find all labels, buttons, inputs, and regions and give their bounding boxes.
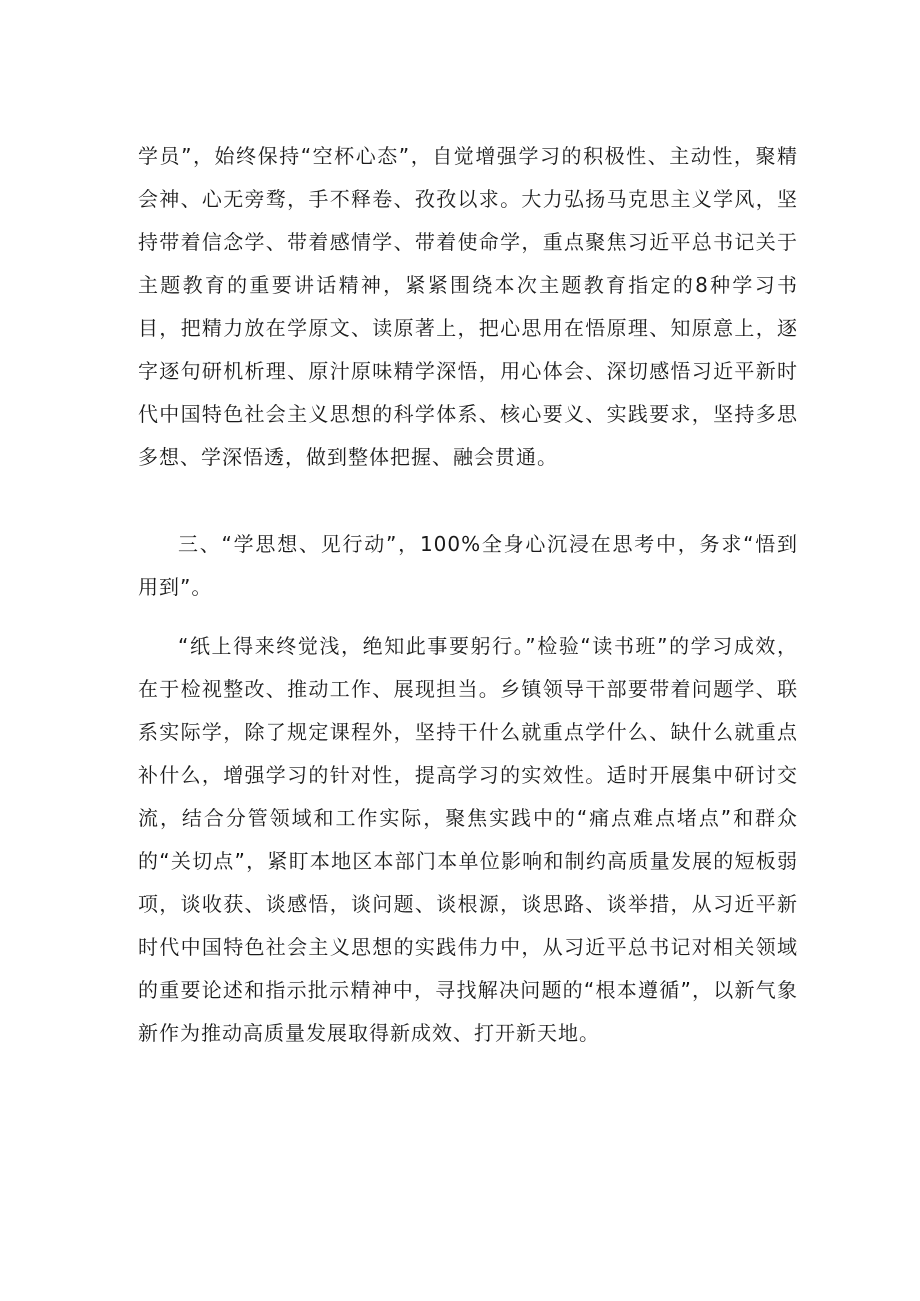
heading-3-text: 三、“学思想、见行动”，100%全身心沉浸在思考中，务求“悟到用到”。 [138, 532, 798, 599]
document-paragraph-continuation [138, 135, 798, 479]
section-heading [138, 523, 798, 609]
document-paragraph [138, 625, 798, 1055]
paragraph-1-text: 学员”，始终保持“空杯心态”，自觉增强学习的积极性、主动性，聚精会神、心无旁骛，手不释卷、孜孜以求。大力弘扬马克思主义学风，坚持带着信念学、带着感情学、带着使命学，重点聚焦习近平总书记关于主题教育的重要讲话精神，紧紧围绕本次主题教育指定的8种学习书目，把精力放在学原文、读原著上，把心思用在悟原理、知原意上，逐字逐句研机析理、原汁原味精学深悟，用心体会、深切感悟习近平新时代中国特色社会主义思想的科学体系、核心要义、实践要求，坚持多思多想、学深悟透，做到整体把握、融会贯通。 [138, 144, 798, 469]
paragraph-3-text: “纸上得来终觉浅，绝知此事要躬行。”检验“读书班”的学习成效，在于检视整改、推动工作、展现担当。乡镇领导干部要带着问题学、联系实际学，除了规定课程外，坚持干什么就重点学什么、缺什么就重点补什么，增强学习的针对性，提高学习的实效性。适时开展集中研讨交流，结合分管领域和工作实际，聚焦实践中的“痛点难点堵点”和群众的“关切点”，紧盯本地区本部门本单位影响和制约高质量发展的短板弱项，谈收获、谈感悟，谈问题、谈根源，谈思路、谈举措，从习近平新时代中国特色社会主义思想的实践伟力中，从习近平总书记对相关领域的重要论述和指示批示精神中，寻找解决问题的“根本遵循”，以新气象新作为推动高质量发展取得新成效、打开新天地。 [138, 634, 798, 1045]
